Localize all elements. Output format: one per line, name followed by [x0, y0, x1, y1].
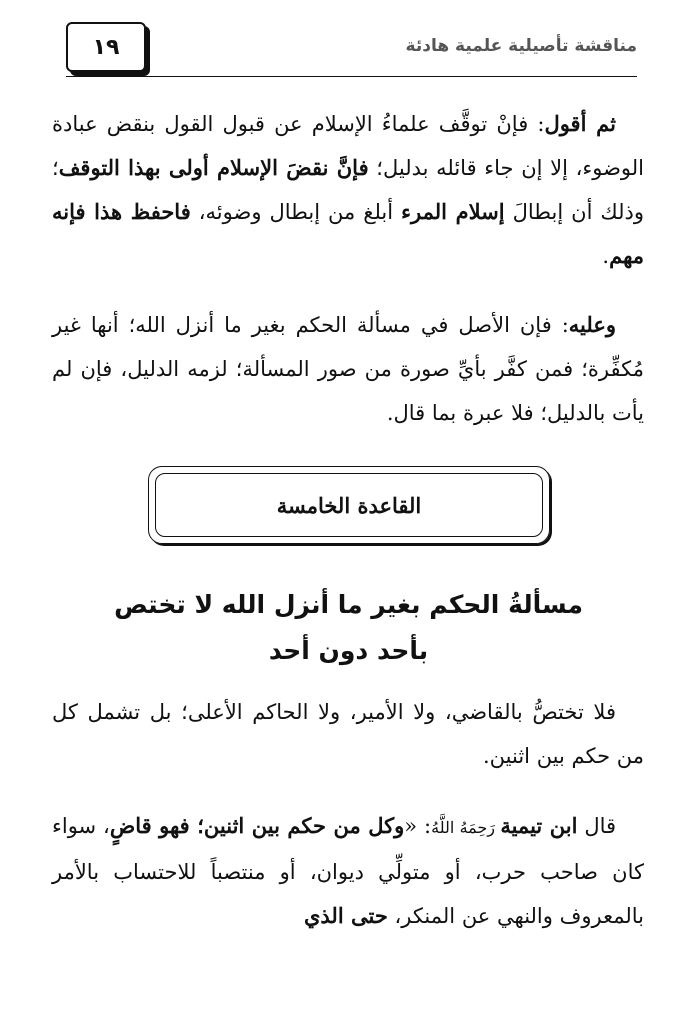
- lead-phrase: ثم أقول: [544, 111, 616, 136]
- rule-title-box: [148, 466, 550, 544]
- bold-phrase: فاحفظ هذا فإنه مهم: [52, 199, 644, 268]
- honorific: رَحِمَهُ اللَّهُ: [431, 818, 501, 837]
- text-run: أبلغ من إبطال وضوئه،: [190, 200, 402, 224]
- rule-title: القاعدة الخامسة: [276, 492, 422, 518]
- heading-line-1: مسألةُ الحكم بغير ما أنزل الله لا تختص: [114, 590, 583, 619]
- bold-phrase: وكل من حكم بين اثنين؛ فهو قاضٍ: [109, 813, 405, 838]
- bold-phrase: حتى الذي: [303, 903, 388, 928]
- header-divider: [66, 76, 637, 77]
- text-run: .: [602, 244, 610, 268]
- running-title: مناقشة تأصيلية علمية هادئة: [405, 36, 637, 56]
- author-name: ابن تيمية: [500, 813, 578, 838]
- bold-phrase: فإنَّ نقضَ الإسلام أولى بهذا التوقف: [58, 155, 369, 180]
- section-heading: [60, 582, 637, 674]
- text-run: : «: [404, 814, 432, 838]
- heading-line-2: بأحد دون أحد: [268, 636, 429, 665]
- text-run: ؛ وذلك أن إبطالَ: [52, 156, 645, 224]
- paragraph-2: [52, 303, 644, 435]
- text-run: فلا تختصُّ بالقاضي، ولا الأمير، ولا الحاكم الأعلى؛ بل تشمل كل من حكم بين اثنين.: [52, 700, 644, 768]
- page-header: [62, 22, 637, 78]
- bold-phrase: إسلام المرء: [401, 199, 505, 224]
- text-run: ، سواء كان صاحب حرب، أو متولِّي ديوان، أو منتصباً للاحتساب بالأمر بالمعروف والنهي عن المنكر،: [52, 814, 644, 928]
- text-run: : فإنْ توقَّف علماءُ الإسلام عن قبول القول بنقض عبادة الوضوء، إلا إن جاء قائله بدليل؛: [52, 112, 644, 180]
- paragraph-4: [52, 804, 644, 938]
- text-run: قال: [577, 814, 617, 838]
- lead-phrase: وعليه: [568, 312, 616, 337]
- page-number: ١٩: [66, 22, 146, 72]
- paragraph-3: [52, 690, 644, 778]
- paragraph-1: [52, 102, 644, 278]
- text-run: : فإن الأصل في مسألة الحكم بغير ما أنزل الله؛ أنها غير مُكفِّرة؛ فمن كفَّر بأيِّ صورة من صور المسألة؛ لزمه الدليل، فإن لم يأت بالدليل؛ فلا عبرة بما قال.: [52, 313, 644, 425]
